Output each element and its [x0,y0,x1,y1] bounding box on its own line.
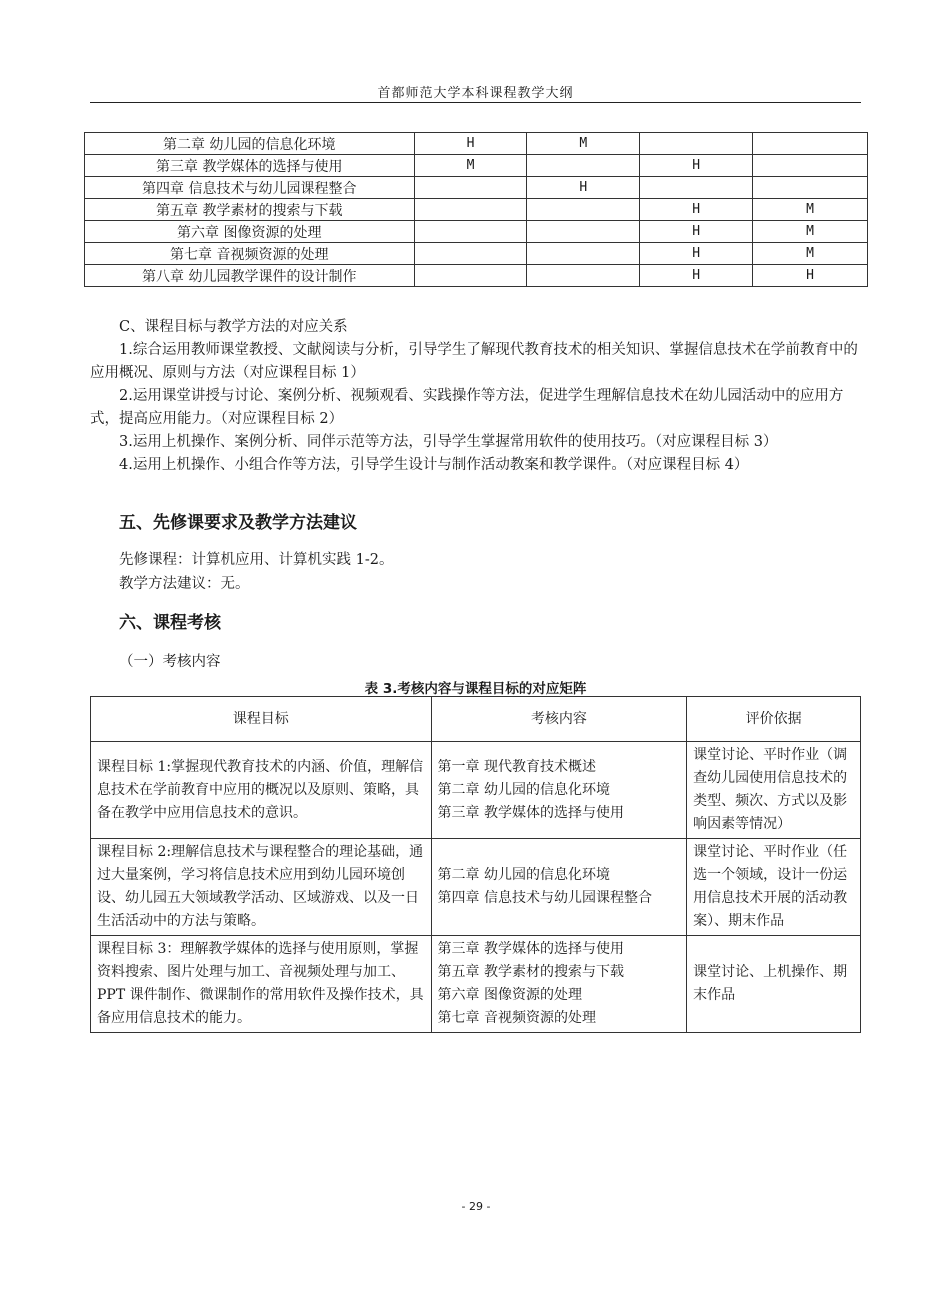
content-cell: 第一章 现代教育技术概述 第二章 幼儿园的信息化环境 第三章 教学媒体的选择与使用 [431,742,687,839]
matrix-chapter-cell: 第五章 教学素材的搜索与下载 [85,199,415,221]
matrix-value-cell [414,265,527,287]
matrix-value-cell: M [527,133,640,155]
section-6-heading: 六、课程考核 [119,613,221,633]
basis-cell: 课堂讨论、上机操作、期末作品 [687,936,861,1033]
matrix-value-cell: H [414,133,527,155]
matrix-value-cell [753,133,868,155]
matrix-value-cell [753,177,868,199]
table-row [85,265,868,287]
matrix-value-cell: M [753,221,868,243]
matrix-chapter-cell: 第三章 教学媒体的选择与使用 [85,155,415,177]
matrix-value-cell [414,221,527,243]
section-c-item-2: 2.运用课堂讲授与讨论、案例分析、视频观看、实践操作等方法，促进学生理解信息技术在幼儿园活动中的应用方式，提高应用能力。（对应课程目标 2） [90,388,844,427]
matrix-value-cell [527,221,640,243]
table-row [91,839,861,936]
page-header-title: 首都师范大学本科课程教学大纲 [377,86,574,101]
table-row [85,243,868,265]
matrix-value-cell: M [753,199,868,221]
matrix-value-cell: H [527,177,640,199]
matrix-value-cell: H [753,265,868,287]
table-header-row [91,697,861,742]
matrix-value-cell: H [640,221,753,243]
assessment-matrix-table [90,696,861,1033]
table-row [85,199,868,221]
section-c-item-1: 1.综合运用教师课堂教授、文献阅读与分析，引导学生了解现代教育技术的相关知识、掌握信息技术在学前教育中的应用概况、原则与方法（对应课程目标 1） [90,342,858,381]
matrix-value-cell: H [640,155,753,177]
header-rule [90,102,861,103]
matrix-value-cell [527,199,640,221]
column-header-basis: 评价依据 [687,697,861,742]
page-number: - 29 - [461,1200,491,1213]
table-row [85,221,868,243]
matrix-value-cell [527,265,640,287]
matrix-value-cell: M [753,243,868,265]
teaching-method-text: 教学方法建议：无。 [119,576,250,592]
matrix-value-cell [753,155,868,177]
table-row [91,936,861,1033]
matrix-value-cell [414,177,527,199]
matrix-value-cell [414,243,527,265]
section-c-item-3: 3.运用上机操作、案例分析、同伴示范等方法，引导学生掌握常用软件的使用技巧。（对应课程目标 3） [119,434,778,450]
matrix-chapter-cell: 第六章 图像资源的处理 [85,221,415,243]
content-cell: 第二章 幼儿园的信息化环境 第四章 信息技术与幼儿园课程整合 [431,839,687,936]
table-row [85,155,868,177]
matrix-value-cell [640,133,753,155]
section-c-title: C、课程目标与教学方法的对应关系 [119,319,348,335]
matrix-value-cell: H [640,243,753,265]
goal-cell: 课程目标 2:理解信息技术与课程整合的理论基础，通过大量案例，学习将信息技术应用到幼儿园环境创设、幼儿园五大领域教学活动、区域游戏、以及一日生活活动中的方法与策略。 [91,839,432,936]
table-row [91,742,861,839]
section-c-block [90,316,865,477]
column-header-content: 考核内容 [431,697,687,742]
matrix-value-cell [414,199,527,221]
basis-cell: 课堂讨论、平时作业（调查幼儿园使用信息技术的类型、频次、方式以及影响因素等情况） [687,742,861,839]
section-6-subheading: （一）考核内容 [119,654,221,670]
goal-cell: 课程目标 1:掌握现代教育技术的内涵、价值，理解信息技术在学前教育中应用的概况以及原则、策略，具备在教学中应用信息技术的意识。 [91,742,432,839]
table-row [85,177,868,199]
basis-cell: 课堂讨论、平时作业（任选一个领域，设计一份运用信息技术开展的活动教案）、期末作品 [687,839,861,936]
chapter-goal-matrix [84,132,868,287]
goal-cell: 课程目标 3：理解教学媒体的选择与使用原则，掌握资料搜索、图片处理与加工、音视频处理与加工、PPT 课件制作、微课制作的常用软件及操作技术，具备应用信息技术的能力。 [91,936,432,1033]
matrix-chapter-cell: 第四章 信息技术与幼儿园课程整合 [85,177,415,199]
table-3-caption: 表 3.考核内容与课程目标的对应矩阵 [364,681,587,697]
content-cell: 第三章 教学媒体的选择与使用 第五章 教学素材的搜索与下载 第六章 图像资源的处理 第七章 音视频资源的处理 [431,936,687,1033]
table-row [85,133,868,155]
matrix-value-cell [527,155,640,177]
matrix-value-cell [640,177,753,199]
matrix-value-cell: H [640,199,753,221]
matrix-chapter-cell: 第二章 幼儿园的信息化环境 [85,133,415,155]
matrix-value-cell [527,243,640,265]
matrix-value-cell: H [640,265,753,287]
matrix-chapter-cell: 第七章 音视频资源的处理 [85,243,415,265]
prerequisite-text: 先修课程：计算机应用、计算机实践 1-2。 [119,552,394,568]
matrix-chapter-cell: 第八章 幼儿园教学课件的设计制作 [85,265,415,287]
section-c-item-4: 4.运用上机操作、小组合作等方法，引导学生设计与制作活动教案和教学课件。（对应课程目标 4） [119,457,749,473]
column-header-goal: 课程目标 [91,697,432,742]
section-5-heading: 五、先修课要求及教学方法建议 [119,513,357,533]
matrix-value-cell: M [414,155,527,177]
